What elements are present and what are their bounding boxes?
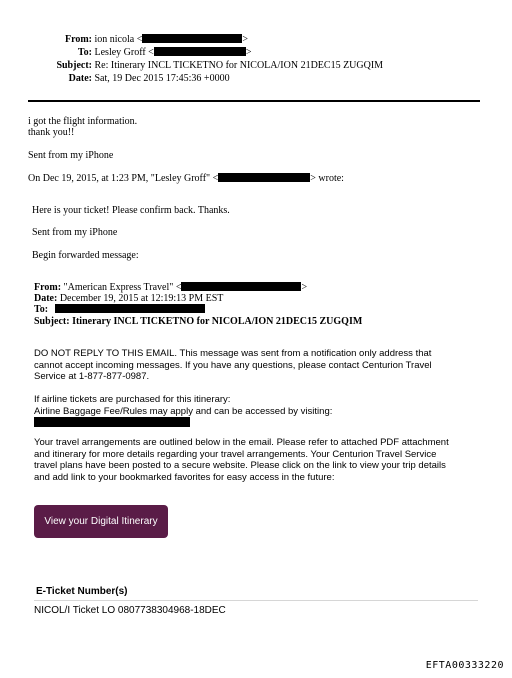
redaction-bar xyxy=(34,417,190,427)
fwd-subject-row xyxy=(34,316,362,327)
arrangements-paragraph xyxy=(34,437,449,483)
fwd-date-value: December 19, 2015 at 12:19:13 PM EST xyxy=(59,293,224,304)
redaction-bar xyxy=(154,47,246,56)
header-to-value: Lesley Groff < xyxy=(94,47,154,58)
airline-link-redacted xyxy=(34,417,332,430)
quoted-signature: Sent from my iPhone xyxy=(32,227,118,238)
header-to-label: To: xyxy=(77,47,92,58)
header-to-row xyxy=(40,47,251,58)
notice-line-1: DO NOT REPLY TO THIS EMAIL. This message was sent from a notification only address that xyxy=(34,348,432,359)
notice-line-3: Service at 1-877-877-0987. xyxy=(34,371,150,382)
arrangements-line-2: and itinerary for more details regarding your travel arrangements. Your Centurion Travel Service xyxy=(34,448,437,460)
view-digital-itinerary-button[interactable]: View your Digital Itinerary xyxy=(34,505,168,538)
header-subject-label: Subject: xyxy=(56,60,92,71)
header-date-row xyxy=(40,73,230,84)
redaction-bar xyxy=(181,282,301,291)
airline-line-2: Airline Baggage Fee/Rules may apply and can be accessed by visiting: xyxy=(34,405,333,417)
arrangements-line-3: travel plans have been posted to a secure website. Please click on the link to view your trip details xyxy=(34,460,446,471)
header-to-close: > xyxy=(245,47,252,58)
header-subject-row xyxy=(40,60,383,71)
header-from-close: > xyxy=(242,34,248,45)
fwd-subject-label: Subject: xyxy=(34,316,70,327)
reply-line-1: i got the flight information. xyxy=(28,116,138,127)
header-divider xyxy=(28,100,480,102)
fwd-from-label: From: xyxy=(34,282,62,293)
airline-paragraph xyxy=(34,394,332,430)
fwd-from-close: > xyxy=(301,282,308,293)
notice-line-2: cannot accept incoming messages. If you have any questions, please contact Centurion Travel xyxy=(34,359,432,371)
header-from-row xyxy=(40,34,248,45)
fwd-subject-value: Itinerary INCL TICKETNO for NICOLA/ION 21DEC15 ZUGQIM xyxy=(72,316,363,327)
redaction-bar xyxy=(55,304,205,313)
eticket-divider xyxy=(34,600,478,601)
quote-suffix: > wrote: xyxy=(310,173,344,184)
quote-prefix: On Dec 19, 2015, at 1:23 PM, "Lesley Groff" < xyxy=(28,173,219,184)
arrangements-line-4: and add link to your bookmarked favorites for easy access in the future: xyxy=(34,471,335,483)
header-subject-value: Re: Itinerary INCL TICKETNO for NICOLA/ION 21DEC15 ZUGQIM xyxy=(94,60,384,71)
fwd-from-value: "American Express Travel" < xyxy=(63,282,182,293)
airline-line-1: If airline tickets are purchased for this itinerary: xyxy=(34,394,231,405)
fwd-from-row xyxy=(34,282,307,293)
notice-paragraph xyxy=(34,348,432,383)
redaction-bar xyxy=(218,173,310,182)
quote-attribution xyxy=(28,173,344,184)
forwarded-notice: Begin forwarded message: xyxy=(32,250,139,261)
fwd-date-row xyxy=(34,293,223,304)
fwd-date-label: Date: xyxy=(34,293,58,304)
arrangements-line-1: Your travel arrangements are outlined below in the email. Please refer to attached PDF attachment xyxy=(34,437,449,448)
redaction-bar xyxy=(142,34,242,43)
quoted-line-1: Here is your ticket! Please confirm back. Thanks. xyxy=(32,205,230,216)
fwd-to-label: To: xyxy=(34,304,49,315)
eticket-value: NICOL/I Ticket LO 0807738304968-18DEC xyxy=(34,605,226,616)
header-date-value: Sat, 19 Dec 2015 17:45:36 +0000 xyxy=(94,73,230,84)
header-date-label: Date: xyxy=(68,73,92,84)
header-from-label: From: xyxy=(64,34,92,45)
reply-line-2: thank you!! xyxy=(28,127,75,138)
document-id: EFTA00333220 xyxy=(425,660,504,671)
eticket-heading: E-Ticket Number(s) xyxy=(36,586,128,597)
fwd-to-row xyxy=(34,304,205,315)
reply-signature: Sent from my iPhone xyxy=(28,150,114,161)
header-from-value: ion nicola < xyxy=(94,34,143,45)
